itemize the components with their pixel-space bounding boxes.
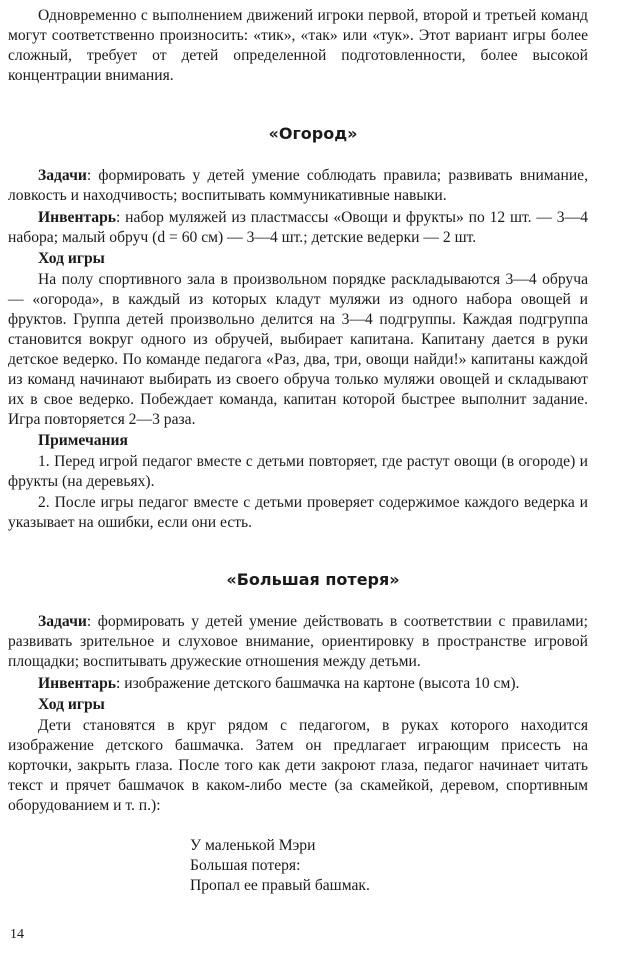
poem-line-3: Пропал ее правый башмак. (190, 877, 370, 894)
game2-inventory-text: : изображение детского башмачка на картоне (высота 10 см). (116, 675, 520, 692)
game1-inventory-label: Инвентарь (38, 209, 117, 226)
game2-title: «Большая потеря» (226, 570, 400, 589)
game2-tasks-label: Задачи (38, 613, 87, 630)
game2-course-paragraph: Дети становятся в круг рядом с педагогом, в руках которого находится изображение детского башмачка. Затем он предлагает играющим присесть на корточки, закрыть глаза. После того как дети закроют глаза, педагог начинает читать текст и прячет башмачок в каком-либо месте (за скамейкой, деревом, спортивным оборудованием и т. п.): (8, 717, 588, 814)
game2-inventory-paragraph (8, 674, 588, 694)
game1-tasks-paragraph (8, 166, 588, 206)
game1-note-1: 1. Перед игрой педагог вместе с детьми повторяет, где растут овощи (в огороде) и фрукты (на деревьях). (8, 453, 588, 490)
game2-tasks-paragraph (8, 612, 588, 672)
game2-inventory-label: Инвентарь (38, 675, 117, 692)
poem (190, 836, 590, 896)
game1-note-2: 2. После игры педагог вместе с детьми проверяет содержимое каждого ведерка и указывает на ошибки, если они есть. (8, 494, 588, 531)
poem-line-1: У маленькой Мэри (190, 837, 316, 854)
game1-tasks-label: Задачи (38, 167, 87, 184)
game2-tasks-text: : формировать у детей умение действовать в соответствии с правилами; развивать зрительное и слуховое внимание, ориентировку в пространстве игровой площадки; воспитывать дружеские отношения между детьми. (8, 613, 588, 670)
game2-course-heading: Ход игры (38, 696, 105, 713)
poem-line-2: Большая потеря: (190, 857, 301, 874)
page-number: 14 (10, 927, 24, 942)
game1-title: «Огород» (268, 124, 358, 143)
game1-course-heading: Ход игры (38, 250, 105, 267)
game1-inventory-paragraph (8, 208, 588, 248)
game1-notes-heading: Примечания (38, 432, 128, 449)
game1-inventory-text: : набор муляжей из пластмассы «Овощи и фрукты» по 12 шт. — 3—4 набора; малый обруч (d = 60 см) — 3—4 шт.; детские ведерки — 2 шт. (8, 209, 588, 246)
game1-course-paragraph: На полу спортивного зала в произвольном порядке раскладываются 3—4 обруча — «огорода», в каждый из которых кладут муляжи из одного набора овощей и фруктов. Группа детей произвольно делится на 3—4 подгруппы. Каждая подгруппа становится вокруг одного из обручей, выбирает капитана. Капитану дается в руки детское ведерко. По команде педагога «Раз, два, три, овощи найди!» капитаны каждой из команд начинают выбирать из своего обруча только муляжи овощей и складывают их в свое ведерко. Побеждает команда, капитан которой быстрее выполнит задание. Игра повторяется 2—3 раза. (8, 271, 588, 428)
intro-paragraph: Одновременно с выполнением движений игроки первой, второй и третьей команд могут соответственно произносить: «тик», «так» или «тук». Этот вариант игры более сложный, требует от детей определенной подготовленности, более высокой концентрации внимания. (8, 7, 588, 84)
game1-tasks-text: : формировать у детей умение соблюдать правила; развивать внимание, ловкость и находчивость; воспитывать коммуникативные навыки. (8, 167, 588, 204)
